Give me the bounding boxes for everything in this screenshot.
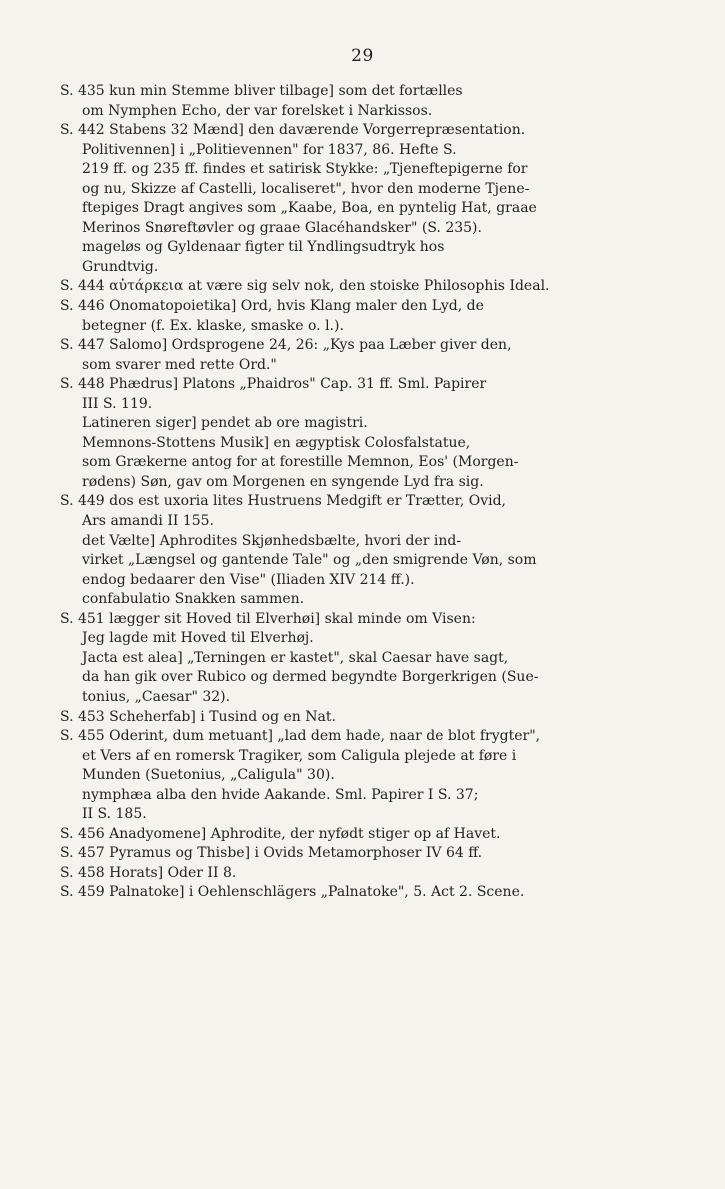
note-line: da han gik over Rubico og dermed begyndte Borgerkrigen (Sue- <box>82 669 539 686</box>
note-entry <box>60 825 666 845</box>
note-line: et Vers af en romersk Tragiker, som Caligula plejede at føre i <box>82 747 517 764</box>
note-line: III S. 119. <box>82 395 153 412</box>
note-line: betegner (f. Ex. klaske, smaske o. l.). <box>82 317 344 334</box>
note-entry <box>60 610 666 708</box>
note-line: tonius, „Caesar" 32). <box>82 688 231 705</box>
note-entry <box>60 727 666 825</box>
note-line: det Vælte] Aphrodites Skjønhedsbælte, hvori der ind- <box>82 532 462 549</box>
note-line: Jeg lagde mit Hoved til Elverhøj. <box>82 630 314 647</box>
note-line: Merinos Snøreftøvler og graae Glacéhandsker" (S. 235). <box>82 219 482 236</box>
note-line: S. 458 Horats] Oder II 8. <box>60 864 237 881</box>
note-line: S. 448 Phædrus] Platons „Phaidros" Cap. 31 ff. Sml. Papirer <box>60 376 487 393</box>
note-entry <box>60 844 666 864</box>
note-entry <box>60 492 666 609</box>
page-number: 29 <box>351 46 374 66</box>
note-line: confabulatio Snakken sammen. <box>82 591 305 608</box>
note-line: mageløs og Gyldenaar figter til Yndlingsudtryk hos <box>82 239 445 256</box>
note-line: S. 442 Stabens 32 Mænd] den daværende Vorgerrepræsentation. <box>60 122 526 139</box>
note-entry <box>60 708 666 728</box>
note-line: 219 ff. og 235 ff. findes et satirisk Stykke: „Tjeneftepigerne for <box>82 161 528 178</box>
note-line: Latineren siger] pendet ab ore magistri. <box>82 415 368 432</box>
note-line: S. 457 Pyramus og Thisbe] i Ovids Metamorphoser IV 64 ff. <box>60 845 483 862</box>
note-line: S. 459 Palnatoke] i Oehlenschlägers „Palnatoke", 5. Act 2. Scene. <box>60 884 525 901</box>
note-line: som Grækerne antog for at forestille Memnon, Eos' (Morgen- <box>82 454 519 471</box>
note-line: nymphæa alba den hvide Aakande. Sml. Papirer I S. 37; <box>82 786 479 803</box>
note-line: Politivennen] i „Politievennen" for 1837, 86. Hefte S. <box>82 141 457 158</box>
note-line: Memnons-Stottens Musik] en ægyptisk Colosfalstatue, <box>82 434 471 451</box>
note-line: S. 453 Scheherfab] i Tusind og en Nat. <box>60 708 336 725</box>
note-line: S. 455 Oderint, dum metuant] „lad dem hade, naar de blot frygter", <box>60 728 541 745</box>
note-entry <box>60 864 666 884</box>
note-line: Munden (Suetonius, „Caligula" 30). <box>82 767 335 784</box>
note-entry <box>60 121 666 277</box>
note-line: Grundtvig. <box>82 258 159 275</box>
note-line: S. 444 αὐτάρκεια at være sig selv nok, den stoiske Philosophis Ideal. <box>60 278 550 295</box>
note-line: rødens) Søn, gav om Morgenen en syngende Lyd fra sig. <box>82 473 484 490</box>
note-line: II S. 185. <box>82 806 147 823</box>
note-line: om Nymphen Echo, der var forelsket i Narkissos. <box>82 102 433 119</box>
notes-list <box>60 82 666 903</box>
note-entry <box>60 82 666 121</box>
note-entry <box>60 883 666 903</box>
note-line: S. 451 lægger sit Hoved til Elverhøi] skal minde om Visen: <box>60 610 476 627</box>
note-line: S. 435 kun min Stemme bliver tilbage] som det fortælles <box>60 83 463 99</box>
note-line: og nu, Skizze af Castelli, localiseret", hvor den moderne Tjene- <box>82 180 530 197</box>
note-line: som svarer med rette Ord." <box>82 356 277 373</box>
note-entry <box>60 277 666 297</box>
note-line: S. 446 Onomatopoietika] Ord, hvis Klang maler den Lyd, de <box>60 298 484 315</box>
note-entry <box>60 375 666 492</box>
note-entry <box>60 297 666 336</box>
note-line: Jacta est alea] „Terningen er kastet", skal Caesar have sagt, <box>82 649 509 666</box>
note-line: S. 449 dos est uxoria lites Hustruens Medgift er Trætter, Ovid, <box>60 493 506 510</box>
note-line: S. 456 Anadyomene] Aphrodite, der nyfødt stiger op af Havet. <box>60 825 501 842</box>
note-line: endog bedaarer den Vise" (Iliaden XIV 214 ff.). <box>82 571 415 588</box>
note-line: virket „Længsel og gantende Tale" og „den smigrende Vøn, som <box>82 552 537 569</box>
note-line: Ars amandi II 155. <box>82 513 214 530</box>
note-entry <box>60 336 666 375</box>
note-line: S. 447 Salomo] Ordsprogene 24, 26: „Kys paa Læber giver den, <box>60 337 512 354</box>
note-line: ftepiges Dragt angives som „Kaabe, Boa, en pyntelig Hat, graae <box>82 200 537 217</box>
